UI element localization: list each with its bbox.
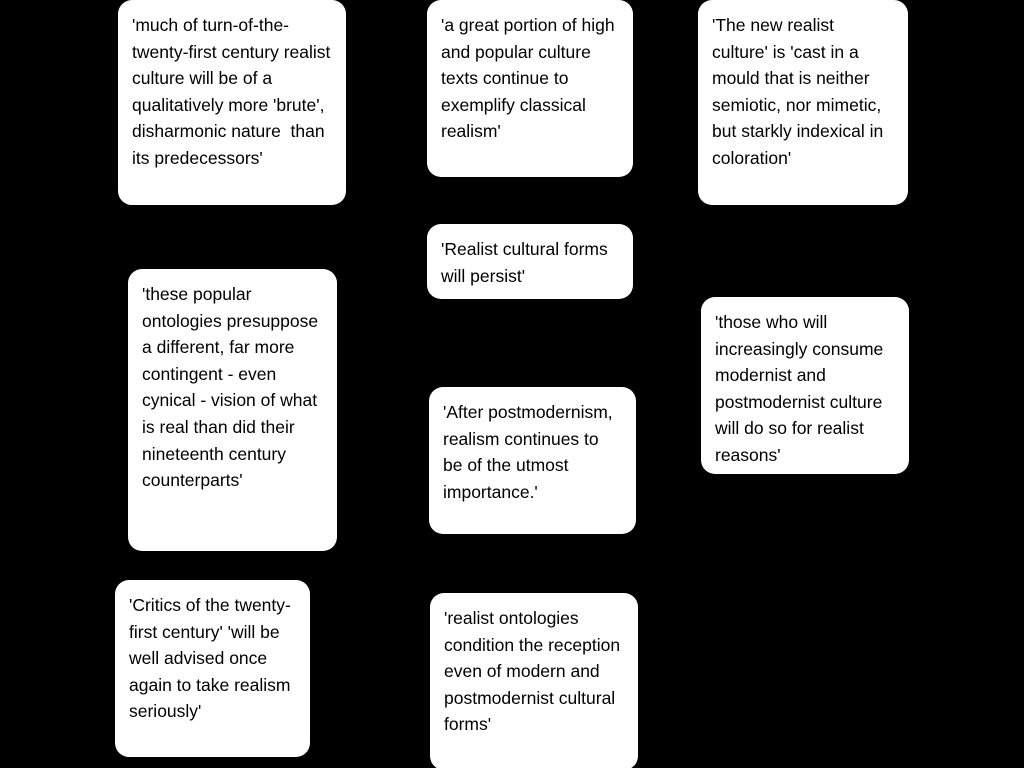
note-card[interactable]: 'Critics of the twenty-first century' 'will be well advised once again to take realism seriously' bbox=[115, 580, 310, 757]
note-card[interactable]: 'these popular ontologies presuppose a different, far more contingent - even cynical - vision of what is real than did their nineteenth century counterparts' bbox=[128, 269, 337, 551]
note-card[interactable]: 'a great portion of high and popular culture texts continue to exemplify classical realism' bbox=[427, 0, 633, 177]
note-card[interactable]: 'those who will increasingly consume modernist and postmodernist culture will do so for realist reasons' bbox=[701, 297, 909, 474]
note-card[interactable]: 'Realist cultural forms will persist' bbox=[427, 224, 633, 299]
note-card[interactable]: 'The new realist culture' is 'cast in a mould that is neither semiotic, nor mimetic, but starkly indexical in coloration' bbox=[698, 0, 908, 205]
note-card[interactable]: 'After postmodernism, realism continues to be of the utmost importance.' bbox=[429, 387, 636, 534]
note-card[interactable]: 'realist ontologies condition the reception even of modern and postmodernist cultural forms' bbox=[430, 593, 638, 768]
note-card[interactable]: 'much of turn-of-the-twenty-first century realist culture will be of a qualitatively more 'brute', disharmonic nature than its predecessors' bbox=[118, 0, 346, 205]
